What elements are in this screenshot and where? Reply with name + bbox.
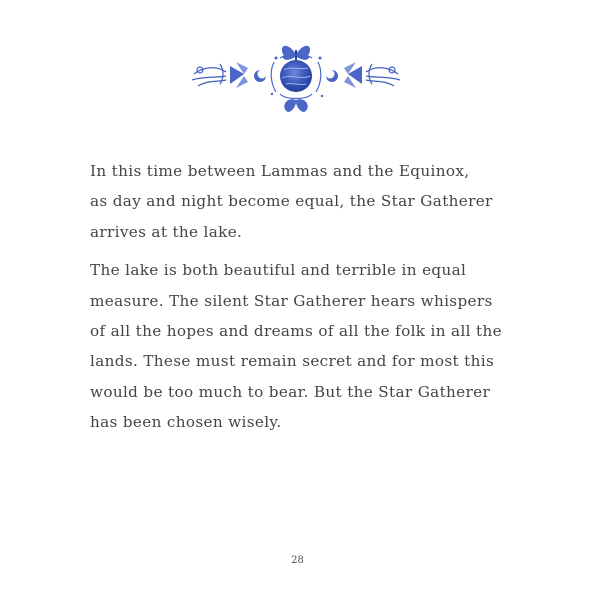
right-bow-icon (344, 62, 362, 88)
bottom-butterfly-icon (284, 99, 307, 112)
lake-orb-icon (280, 60, 312, 92)
left-bow-icon (230, 62, 248, 88)
top-butterfly-icon (282, 46, 310, 60)
paragraph-1: In this time between Lammas and the Equinox, as day and night become equal, the Star Gatherer arrives at the lake. (90, 162, 493, 241)
left-flourish-icon (192, 64, 226, 86)
paragraph-2: The lake is both beautiful and terrible in equal measure. The silent Star Gatherer hears whispers of all the hopes and dreams of all the folk in all the lands. These must remain secret and for most this would be too much to bear. But the Star Gatherer has been chosen wisely. (90, 261, 502, 432)
story-text (90, 156, 520, 438)
right-flourish-icon (366, 64, 400, 86)
moon-lake-ornament (190, 36, 402, 116)
page-number: 28 (291, 555, 304, 566)
